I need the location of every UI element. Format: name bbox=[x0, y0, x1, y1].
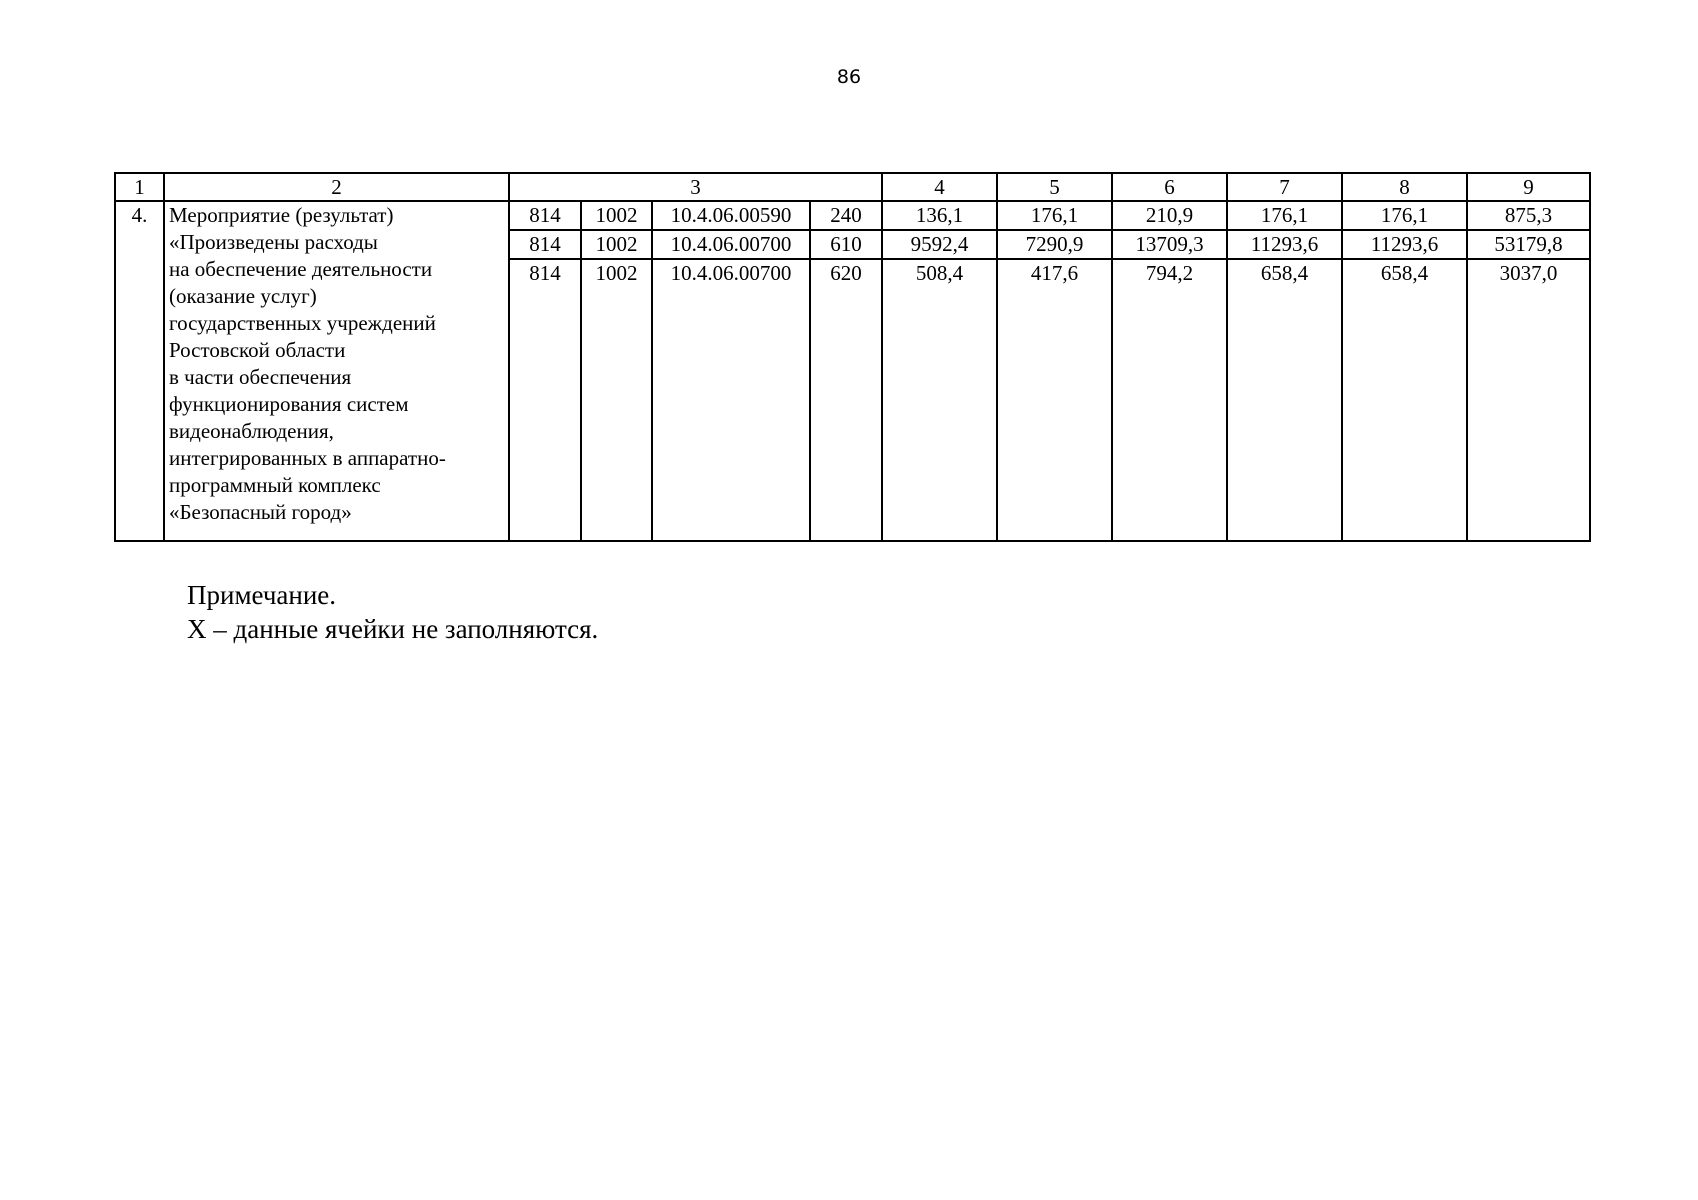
header-cell: 9 bbox=[1467, 173, 1590, 201]
activity-name-line: на обеспечение деятельности bbox=[169, 257, 433, 281]
value-cell: 417,6 bbox=[997, 259, 1112, 541]
header-row bbox=[115, 173, 1590, 201]
value-cell: 176,1 bbox=[1227, 201, 1342, 230]
activity-name-cell bbox=[164, 201, 509, 541]
header-cell: 5 bbox=[997, 173, 1112, 201]
table-row bbox=[115, 201, 1590, 230]
value-cell: 658,4 bbox=[1342, 259, 1467, 541]
section-code-cell: 1002 bbox=[581, 259, 652, 541]
header-cell: 1 bbox=[115, 173, 164, 201]
header-cell: 2 bbox=[164, 173, 509, 201]
note-block bbox=[187, 578, 598, 646]
note-title: Примечание. bbox=[187, 580, 337, 610]
ministry-code-cell: 814 bbox=[509, 201, 581, 230]
section-code-cell: 1002 bbox=[581, 230, 652, 259]
value-cell: 508,4 bbox=[882, 259, 997, 541]
header-cell: 3 bbox=[509, 173, 882, 201]
row-number-cell: 4. bbox=[115, 201, 164, 541]
activity-name-line: «Произведены расходы bbox=[169, 230, 378, 254]
total-cell: 53179,8 bbox=[1467, 230, 1590, 259]
note-text: Х – данные ячейки не заполняются. bbox=[187, 614, 599, 644]
expense-type-cell: 240 bbox=[810, 201, 882, 230]
activity-name-line: интегрированных в аппаратно- bbox=[169, 446, 446, 470]
section-code-cell: 1002 bbox=[581, 201, 652, 230]
value-cell: 7290,9 bbox=[997, 230, 1112, 259]
activity-name-line: Ростовской области bbox=[169, 338, 346, 362]
activity-name-line: в части обеспечения bbox=[169, 365, 352, 389]
ministry-code-cell: 814 bbox=[509, 230, 581, 259]
activity-name-line: функционирования систем bbox=[169, 392, 409, 416]
value-cell: 13709,3 bbox=[1112, 230, 1227, 259]
header-cell: 6 bbox=[1112, 173, 1227, 201]
activity-name-line: Мероприятие (результат) bbox=[169, 203, 394, 227]
total-cell: 875,3 bbox=[1467, 201, 1590, 230]
value-cell: 9592,4 bbox=[882, 230, 997, 259]
activity-name-line: программный комплекс bbox=[169, 473, 381, 497]
activity-name-line: государственных учреждений bbox=[169, 311, 436, 335]
value-cell: 11293,6 bbox=[1227, 230, 1342, 259]
ministry-code-cell: 814 bbox=[509, 259, 581, 541]
target-article-cell: 10.4.06.00590 bbox=[652, 201, 810, 230]
value-cell: 210,9 bbox=[1112, 201, 1227, 230]
target-article-cell: 10.4.06.00700 bbox=[652, 230, 810, 259]
activity-name-line: (оказание услуг) bbox=[169, 284, 317, 308]
header-cell: 7 bbox=[1227, 173, 1342, 201]
expense-type-cell: 620 bbox=[810, 259, 882, 541]
header-cell: 8 bbox=[1342, 173, 1467, 201]
target-article-cell: 10.4.06.00700 bbox=[652, 259, 810, 541]
value-cell: 794,2 bbox=[1112, 259, 1227, 541]
value-cell: 176,1 bbox=[1342, 201, 1467, 230]
total-cell: 3037,0 bbox=[1467, 259, 1590, 541]
activity-name-line: «Безопасный город» bbox=[169, 500, 352, 524]
activity-name-line: видеонаблюдения, bbox=[169, 419, 334, 443]
value-cell: 658,4 bbox=[1227, 259, 1342, 541]
value-cell: 176,1 bbox=[997, 201, 1112, 230]
page-number: 86 bbox=[836, 66, 862, 88]
value-cell: 136,1 bbox=[882, 201, 997, 230]
budget-table bbox=[114, 172, 1591, 542]
value-cell: 11293,6 bbox=[1342, 230, 1467, 259]
expense-type-cell: 610 bbox=[810, 230, 882, 259]
header-cell: 4 bbox=[882, 173, 997, 201]
